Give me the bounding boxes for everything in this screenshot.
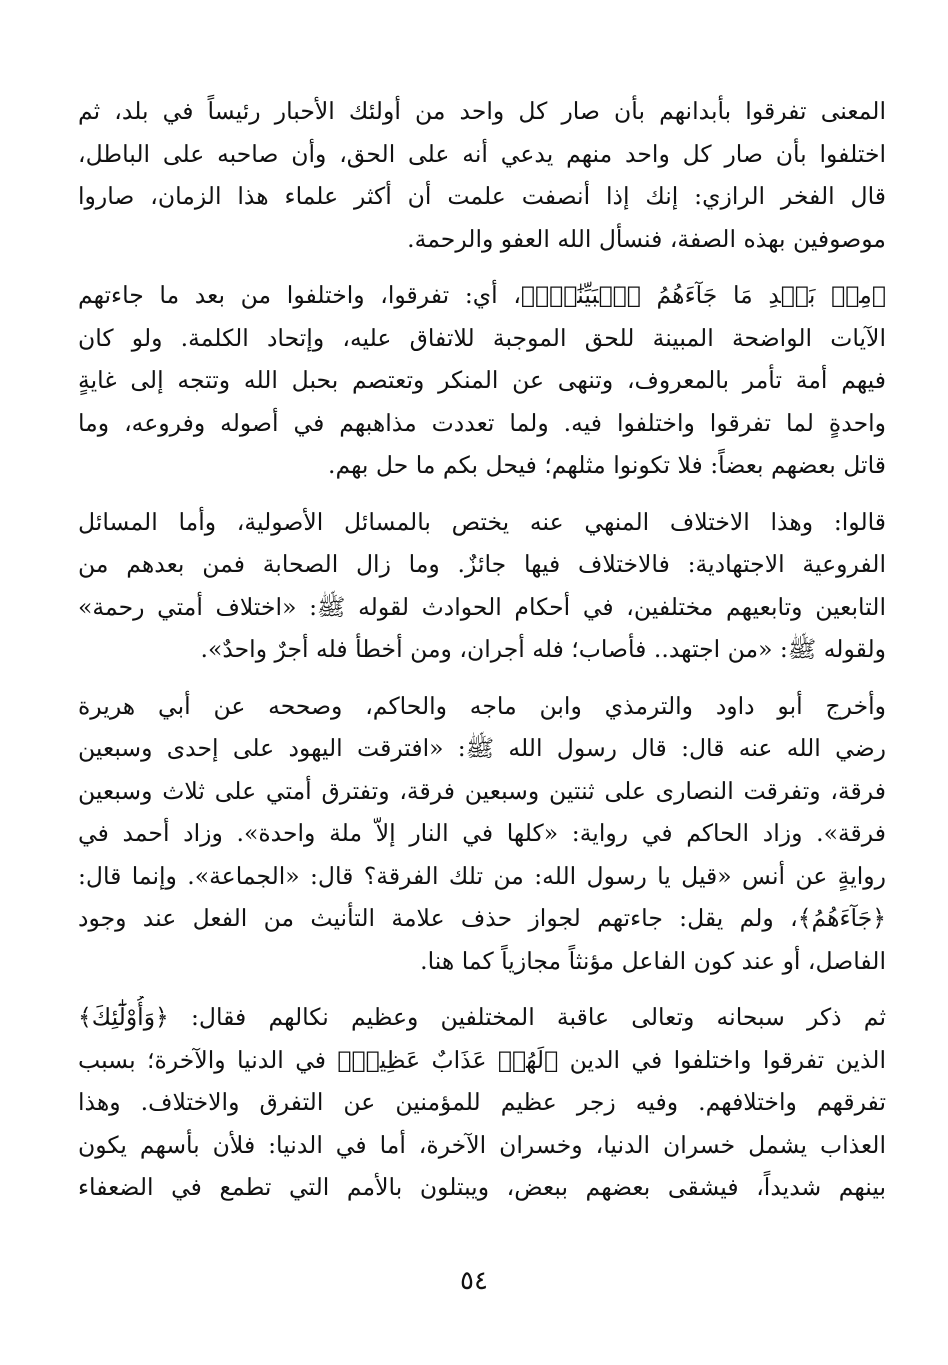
text-line: تفرقهم واختلافهم. وفيه زجر عظيم للمؤمنين عن التفرق والاختلاف. وهذا <box>78 1088 886 1116</box>
paragraph-1 <box>78 90 886 260</box>
text-line: روايةٍ عن أنس «قيل يا رسول الله: من تلك الفرقة؟ قال: «الجماعة». وإنما قال: <box>78 861 886 890</box>
page-body <box>78 90 886 1223</box>
paragraph-2 <box>78 274 886 487</box>
text-line: الفاصل، أو عند كون الفاعل مؤنثاً مجازياً كما هنا. <box>420 946 886 975</box>
text-line: موصوفين بهذه الصفة، فنسأل الله العفو والرحمة. <box>407 224 886 253</box>
text-line: واحدةٍ لما تفرقوا واختلفوا فيه. ولما تعددت مذاهبهم في أصوله وفروعه، وما <box>78 408 886 437</box>
text-line: اختلفوا بأن صار كل واحد منهم يدعي أنه على الحق، وأن صاحبه على الباطل، <box>78 139 886 168</box>
text-line: العذاب يشمل خسران الدنيا، وخسران الآخرة، أما في الدنيا: فلأن بأسهم يكون <box>78 1130 886 1159</box>
text-line: الآيات الواضحة المبينة للحق الموجبة للاتفاق عليه، وإتحاد الكلمة. ولو كان <box>78 323 886 352</box>
paragraph-5 <box>78 996 886 1209</box>
text-line: فرقة». وزاد الحاكم في رواية: «كلها في النار إلاّ ملة واحدة». وزاد أحمد في <box>78 819 886 847</box>
page-number: ٥٤ <box>460 1266 488 1296</box>
text-line: فرقة، وتفرقت النصارى على ثنتين وسبعين فرقة، وتفترق أمتي على ثلاث وسبعين <box>78 776 886 805</box>
text-line: فيهم أمة تأمر بالمعروف، وتنهى عن المنكر وتعتصم بحبل الله وتتجه إلى غايةٍ <box>78 366 886 394</box>
text-line: رضي الله عنه قال: قال رسول الله ﷺ: «افترقت اليهود على إحدى وسبعين <box>78 734 886 762</box>
text-line: ولقوله ﷺ: «من اجتهد.. فأصاب؛ فله أجران، ومن أخطأ فله أجرٌ واحدٌ». <box>200 635 886 663</box>
paragraph-3 <box>78 501 886 671</box>
text-line: ﴿جَآءَهُمُ﴾، ولم يقل: جاءتهم لجواز حذف علامة التأنيث من الفعل عند وجود <box>78 904 886 932</box>
text-line: قالوا: وهذا الاختلاف المنهي عنه يختص بالمسائل الأصولية، وأما المسائل <box>78 507 886 536</box>
text-line: وأخرج أبو داود والترمذي وابن ماجه والحاكم، وصححه عن أبي هريرة <box>78 691 886 720</box>
paragraph-4 <box>78 685 886 983</box>
text-line: الفروعية الاجتهادية: فالاختلاف فيها جائزٌ. وما زال الصحابة فمن بعدهم من <box>78 550 886 578</box>
text-line: قال الفخر الرازي: إنك إذا أنصفت علمت أن أكثر علماء هذا الزمان، صاروا <box>78 182 886 210</box>
text-line: التابعين وتابعيهم مختلفين، في أحكام الحوادث لقوله ﷺ: «اختلاف أمتي رحمة» <box>78 592 886 621</box>
text-line: قاتل بعضهم بعضاً: فلا تكونوا مثلهم؛ فيحل بكم ما حل بهم. <box>327 451 886 479</box>
text-line: ثم ذكر سبحانه وتعالى عاقبة المختلفين وعظيم نكالهم فقال: ﴿وَأُوْلَٰٓئِكَ﴾ <box>78 1003 886 1031</box>
text-line: ﴿مِنۢ بَعۡدِ مَا جَآءَهُمُ ٱلۡبَيِّنَٰتُۚ﴾، أي: تفرقوا، واختلفوا من بعد ما جاءتهم <box>78 281 886 309</box>
text-line: الذين تفرقوا واختلفوا في الدين ﴿لَهُمۡ عَذَابٌ عَظِيمٞ﴾ في الدنيا والآخرة؛ بسبب <box>78 1045 886 1074</box>
text-line: المعنى تفرقوا بأبدانهم بأن صار كل واحد من أولئك الأحبار رئيساً في بلد، ثم <box>78 97 886 125</box>
text-line: بينهم شديداً، فيشقى بعضهم ببعض، ويبتلون بالأمم التي تطمع في الضعفاء <box>78 1173 886 1201</box>
